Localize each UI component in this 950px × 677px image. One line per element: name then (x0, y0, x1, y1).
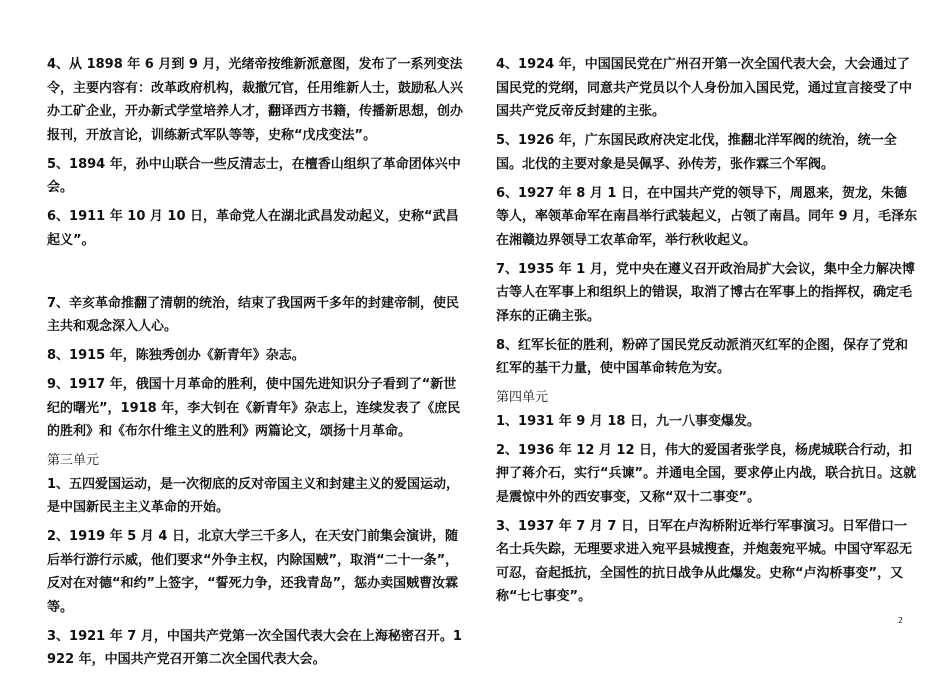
page-number: 2 (898, 616, 904, 625)
paragraph-item: 7、1935 年 1 月，党中央在遵义召开政治局扩大会议，集中全力解决博古等人在军事上和组织上的错误，取消了博古在军事上的指挥权，确定毛泽东的正确主张。 (496, 261, 915, 324)
paragraph-item: 4、从 1898 年 6 月到 9 月，光绪帝按维新派意图，发布了一系列变法令，主要内容有：改革政府机构，裁撤冗官，任用维新人士，鼓励私人兴办工矿企业，开办新式学堂培养人才，翻译西方书籍，传播新思想，创办报刊，开放言论，训练新式军队等等，史称“戊戌变法”。 (47, 57, 464, 143)
paragraph-item: 6、1927 年 8 月 1 日，在中国共产党的领导下，周恩来，贺龙，朱德等人，率领革命军在南昌举行武装起义，占领了南昌。同年 9 月，毛泽东在湘赣边界领导工农革命军，举行秋收起义。 (496, 185, 918, 248)
paragraph-item: 9、1917 年，俄国十月革命的胜利，使中国先进知识分子看到了“新世纪的曙光”，1918 年，李大钊在《新青年》杂志上，连续发表了《庶民的胜利》和《布尔什维主义的胜利》两篇论文，颂扬十月革命。 (47, 377, 461, 439)
paragraph-item: 5、1894 年，孙中山联合一些反清志士，在檀香山组织了革命团体兴中会。 (47, 156, 461, 195)
paragraph-item: 4、1924 年，中国国民党在广州召开第一次全国代表大会，大会通过了国民党的党纲，同意共产党员以个人身份加入国民党，通过宣言接受了中国共产党反帝反封建的主张。 (496, 57, 913, 119)
right-column (496, 53, 918, 614)
paragraph-item: 6、1911 年 10 月 10 日，革命党人在湖北武昌发动起义，史称“武昌起义”。 (47, 209, 459, 248)
paragraph-item: 2、1936 年 12 月 12 日，伟大的爱国者张学良，杨虎城联合行动，扣押了蒋介石，实行“兵谏”。并通电全国，要求停止内战，联合抗日。这就是震惊中外的西安事变，又称“双十二事变”。 (496, 442, 917, 505)
paragraph-item: 2、1919 年 5 月 4 日，北京大学三千多人，在天安门前集会演讲，随后举行游行示威，他们要求“外争主权，内除国贼”，取消“二十一条”，反对在对德“和约”上签字，“誓死力争，还我青岛”，惩办卖国贼曹汝霖等。 (47, 529, 459, 615)
unit-heading: 第三单元 (47, 453, 100, 468)
right-block-1 (496, 53, 918, 381)
left-block-3 (47, 473, 467, 672)
paragraph-item: 1、五四爱国运动，是一次彻底的反对帝国主义和封建主义的爱国运动，是中国新民主主义革命的开始。 (47, 476, 460, 515)
blank-gap (47, 258, 467, 292)
left-block-1 (47, 53, 467, 252)
paragraph-item: 5、1926 年，广东国民政府决定北伐，推翻北洋军阀的统治，统一全国。北伐的主要对象是吴佩孚、孙传芳，张作霖三个军阀。 (496, 133, 897, 172)
paragraph-item: 3、1937 年 7 月 7 日，日军在卢沟桥附近举行军事演习。日军借口一名士兵失踪，无理要求进入宛平县城搜查，并炮轰宛平城。中国守军忍无可忍，奋起抵抗，全国性的抗日战争从此爆发。史称“卢沟桥事变”，又称“七七事变”。 (496, 518, 913, 604)
paragraph-item: 3、1921 年 7 月，中国共产党第一次全国代表大会在上海秘密召开。1922 年，中国共产党召开第二次全国代表大会。 (47, 628, 462, 667)
left-block-2 (47, 292, 467, 444)
paragraph-item: 8、1915 年，陈独秀创办《新青年》杂志。 (47, 348, 305, 363)
paragraph-item: 8、红军长征的胜利，粉碎了国民党反动派消灭红军的企图，保存了党和红军的基干力量，使中国革命转危为安。 (496, 337, 909, 376)
left-column (47, 53, 467, 677)
unit-heading: 第四单元 (496, 390, 549, 405)
right-block-2 (496, 410, 918, 609)
paragraph-item: 7、辛亥革命推翻了清朝的统治，结束了我国两千多年的封建帝制，使民主共和观念深入人心。 (47, 295, 460, 334)
paragraph-item: 1、1931 年 9 月 18 日，九一八事变爆发。 (496, 413, 760, 429)
